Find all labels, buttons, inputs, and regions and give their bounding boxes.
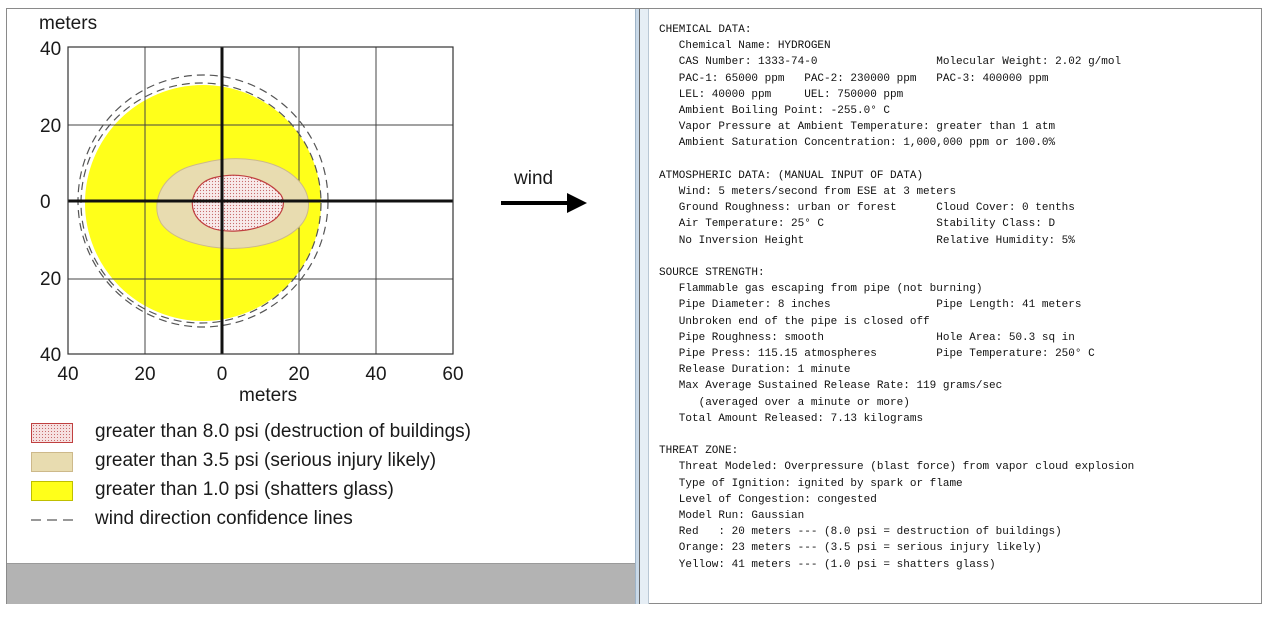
legend-swatch-yellow bbox=[31, 481, 73, 501]
legend-swatch-orange bbox=[31, 452, 73, 472]
report-line: THREAT ZONE: bbox=[659, 445, 739, 458]
legend-label: greater than 3.5 psi (serious injury likely) bbox=[95, 450, 437, 471]
text-summary-pane bbox=[651, 22, 1261, 592]
report-line: Pipe Press: 115.15 atmospheres Pipe Temperature: 250° C bbox=[659, 348, 1095, 360]
x-tick-label: 60 bbox=[442, 364, 464, 385]
report-line: Orange: 23 meters --- (3.5 psi = serious injury likely) bbox=[659, 542, 1042, 555]
report-line: Pipe Diameter: 8 inches Pipe Length: 41 meters bbox=[659, 299, 1082, 312]
report-line: Model Run: Gaussian bbox=[659, 510, 805, 522]
report-line: Type of Ignition: ignited by spark or flame bbox=[659, 477, 963, 490]
pane-splitter-edge bbox=[640, 9, 649, 604]
report-line: Release Duration: 1 minute bbox=[659, 364, 851, 377]
report-line: Total Amount Released: 7.13 kilograms bbox=[659, 412, 924, 425]
y-tick-label: 40 bbox=[40, 345, 62, 366]
report-line: SOURCE STRENGTH: bbox=[659, 267, 765, 279]
report-line: Wind: 5 meters/second from ESE at 3 meters bbox=[659, 186, 957, 198]
report-line: Chemical Name: HYDROGEN bbox=[659, 40, 831, 53]
report-line: Pipe Roughness: smooth Hole Area: 50.3 sq in bbox=[659, 331, 1075, 344]
y-tick-label: 40 bbox=[40, 39, 62, 60]
x-tick-label: 40 bbox=[365, 364, 387, 385]
report-line: Threat Modeled: Overpressure (blast force) from vapor cloud explosion bbox=[659, 461, 1135, 474]
wind-label: wind bbox=[514, 168, 554, 189]
dashed-line-icon bbox=[31, 510, 73, 530]
x-unit-label: meters bbox=[239, 385, 298, 406]
report-line: Max Average Sustained Release Rate: 119 grams/sec bbox=[659, 380, 1003, 393]
y-tick-label: 20 bbox=[40, 269, 62, 290]
report-line: ATMOSPHERIC DATA: (MANUAL INPUT OF DATA) bbox=[659, 169, 924, 182]
report-line: Vapor Pressure at Ambient Temperature: greater than 1 atm bbox=[659, 121, 1056, 134]
x-tick-label: 20 bbox=[134, 364, 156, 385]
report-line: Ambient Boiling Point: -255.0° C bbox=[659, 105, 891, 117]
report-line: No Inversion Height Relative Humidity: 5% bbox=[659, 234, 1075, 247]
y-tick-label: 20 bbox=[40, 116, 62, 137]
report-line: Red : 20 meters --- (8.0 psi = destruction of buildings) bbox=[659, 526, 1062, 539]
report-line: Ground Roughness: urban or forest Cloud Cover: 0 tenths bbox=[659, 202, 1075, 215]
x-tick-label: 0 bbox=[216, 364, 228, 385]
y-unit-label: meters bbox=[39, 13, 98, 34]
report-line: Yellow: 41 meters --- (1.0 psi = shatters glass) bbox=[659, 558, 996, 571]
report-line: (averaged over a minute or more) bbox=[659, 396, 910, 409]
wind-arrow-icon bbox=[501, 193, 587, 213]
report-line: CAS Number: 1333-74-0 Molecular Weight: 2.02 g/mol bbox=[659, 56, 1122, 69]
legend-label: greater than 8.0 psi (destruction of buildings) bbox=[95, 421, 471, 442]
threat-zone-plot-pane bbox=[7, 9, 635, 563]
legend-label: greater than 1.0 psi (shatters glass) bbox=[95, 479, 394, 500]
report-line: PAC-1: 65000 ppm PAC-2: 230000 ppm PAC-3: 400000 ppm bbox=[659, 72, 1049, 85]
empty-pane-area bbox=[7, 563, 640, 604]
legend-label: wind direction confidence lines bbox=[95, 508, 353, 529]
x-tick-label: 40 bbox=[57, 364, 79, 385]
report-line: Ambient Saturation Concentration: 1,000,000 ppm or 100.0% bbox=[659, 137, 1056, 150]
report-line: Unbroken end of the pipe is closed off bbox=[659, 315, 930, 328]
report-line: Flammable gas escaping from pipe (not burning) bbox=[659, 283, 983, 296]
y-tick-label: 0 bbox=[40, 192, 51, 213]
report-line: Level of Congestion: congested bbox=[659, 493, 877, 506]
report-line: CHEMICAL DATA: bbox=[659, 24, 752, 36]
report-line: LEL: 40000 ppm UEL: 750000 ppm bbox=[659, 88, 904, 101]
report-line: Air Temperature: 25° C Stability Class: D bbox=[659, 218, 1056, 231]
legend-swatch-red bbox=[31, 423, 73, 443]
x-tick-label: 20 bbox=[288, 364, 310, 385]
